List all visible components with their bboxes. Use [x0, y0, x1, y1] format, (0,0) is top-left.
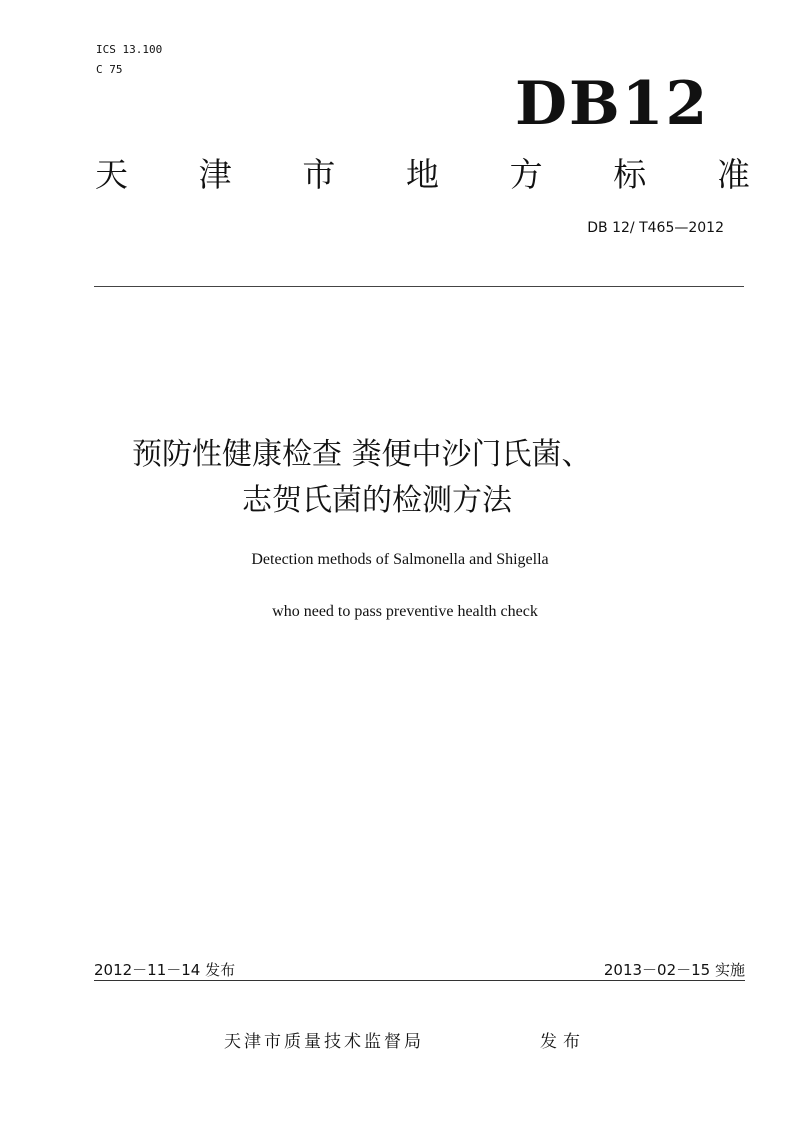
release-date: 2012－11－14 发布: [94, 961, 236, 979]
standard-type-char: 方: [509, 155, 543, 194]
dates-row: [94, 961, 745, 981]
header-divider: [94, 286, 744, 287]
standard-type-char: 天: [95, 155, 128, 194]
chinese-title-line-2: 志贺氏菌的检测方法: [242, 483, 512, 518]
issue-label: 发布: [540, 1032, 586, 1052]
standard-type-char: 市: [302, 155, 336, 194]
ccs-code: C 75: [96, 63, 123, 76]
standard-code: DB 12/ T465—2012: [587, 220, 724, 236]
ics-code: ICS 13.100: [96, 43, 163, 56]
standard-type-heading: [95, 154, 750, 196]
english-title-line-2: who need to pass preventive health check: [272, 603, 538, 620]
classification-block: [96, 40, 162, 80]
db12-logo: DB12: [515, 69, 710, 139]
implementation-date: 2013－02－15 实施: [603, 961, 745, 979]
english-title-line-1: Detection methods of Salmonella and Shigella: [251, 551, 549, 568]
standard-type-char: 津: [198, 155, 232, 194]
chinese-title-line-1: 预防性健康检查 粪便中沙门氏菌、: [132, 437, 592, 472]
standard-type-char: 地: [405, 155, 439, 194]
issuing-authority: 天津市质量技术监督局: [224, 1032, 424, 1052]
standard-type-char: 标: [613, 155, 647, 194]
standard-type-char: 准: [716, 155, 750, 194]
